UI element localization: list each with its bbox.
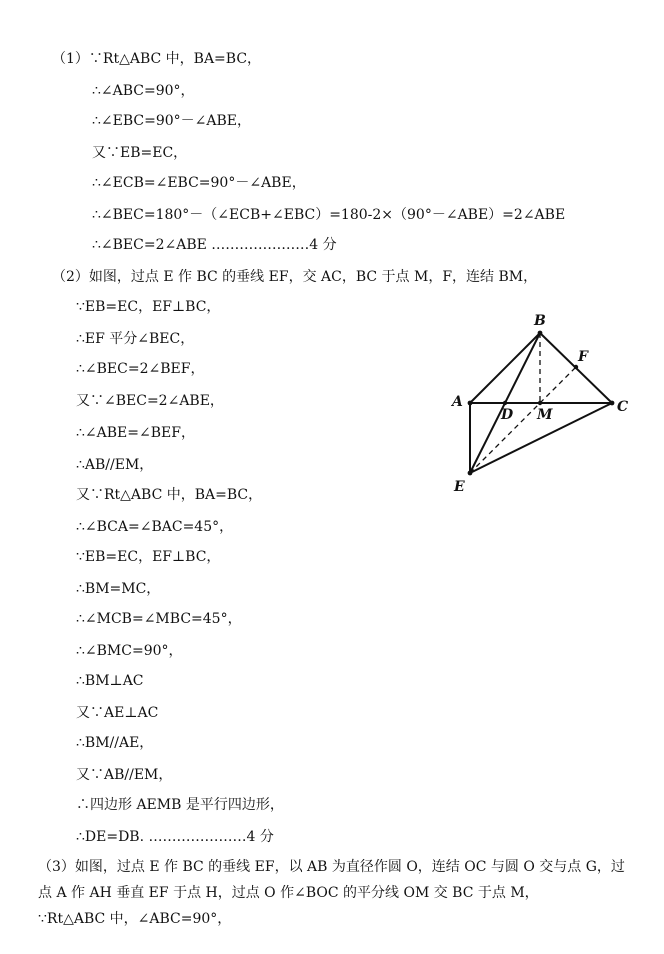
text-line: ∵EB=EC，EF⊥BC， xyxy=(76,549,221,565)
point-A xyxy=(468,401,473,406)
text-line: ∴∠ABE=∠BEF， xyxy=(76,425,195,441)
text-line: ∴AB//EM， xyxy=(76,457,154,473)
text-line: ∴∠BCA=∠BAC=45°， xyxy=(76,519,234,535)
point-F xyxy=(574,365,578,369)
text-line: ∴∠EBC=90°－∠ABE， xyxy=(92,113,252,129)
text-line: ∴∠BMC=90°， xyxy=(76,643,183,659)
text-line: ∴∠MCB=∠MBC=45°， xyxy=(76,611,242,627)
point-E xyxy=(468,471,473,476)
text-line: 又∵EB=EC， xyxy=(92,145,188,161)
label-E: E xyxy=(454,479,465,495)
text-line: 点 A 作 AH 垂直 EF 于点 H，过点 O 作∠BOC 的平分线 OM 交 BC 于点 M， xyxy=(38,885,539,901)
text-line: ∴∠BEC=2∠BEF， xyxy=(76,361,205,377)
text-line: ∵Rt△ABC 中，∠ABC=90°， xyxy=(38,911,232,927)
point-D xyxy=(503,401,507,405)
text-line: ∴EF 平分∠BEC， xyxy=(76,331,195,347)
label-C: C xyxy=(617,399,629,415)
geometry-figure xyxy=(440,305,640,495)
text-line: （1）∵Rt△ABC 中，BA=BC， xyxy=(52,51,262,67)
label-A: A xyxy=(452,394,463,410)
text-line: 又∵∠BEC=2∠ABE， xyxy=(76,393,224,409)
segment-EF-dashed xyxy=(470,367,576,473)
point-B xyxy=(538,331,543,336)
segment-AB xyxy=(470,333,540,403)
label-D: D xyxy=(501,407,514,423)
text-line: ∴∠BEC=2∠ABE …………………4 分 xyxy=(92,237,337,253)
text-line: 又∵AE⊥AC xyxy=(76,705,159,721)
text-line: ∴BM⊥AC xyxy=(76,673,144,689)
text-line: ∴∠BEC=180°－（∠ECB+∠EBC）=180-2×（90°－∠ABE）=2∠ABE xyxy=(92,207,566,223)
text-line: （3）如图，过点 E 作 BC 的垂线 EF，以 AB 为直径作圆 O，连结 OC 与圆 O 交与点 G，过 xyxy=(38,859,625,875)
text-line: ∴∠ABC=90°， xyxy=(92,83,195,99)
text-line: ∴BM=MC， xyxy=(76,581,161,597)
label-F: F xyxy=(578,349,588,365)
text-line: （2）如图，过点 E 作 BC 的垂线 EF，交 AC，BC 于点 M，F，连结 BM， xyxy=(52,269,538,285)
text-line: ∴四边形 AEMB 是平行四边形， xyxy=(76,797,284,813)
point-M xyxy=(538,401,542,405)
text-line: 又∵Rt△ABC 中，BA=BC， xyxy=(76,487,263,503)
text-line: ∴BM//AE， xyxy=(76,735,154,751)
text-line: 又∵AB//EM， xyxy=(76,767,173,783)
point-C xyxy=(610,401,615,406)
text-line: ∵EB=EC，EF⊥BC， xyxy=(76,299,221,315)
label-M: M xyxy=(537,407,553,423)
label-B: B xyxy=(534,313,546,329)
text-line: ∴∠ECB=∠EBC=90°－∠ABE， xyxy=(92,175,306,191)
text-line: ∴DE=DB. …………………4 分 xyxy=(76,829,274,845)
